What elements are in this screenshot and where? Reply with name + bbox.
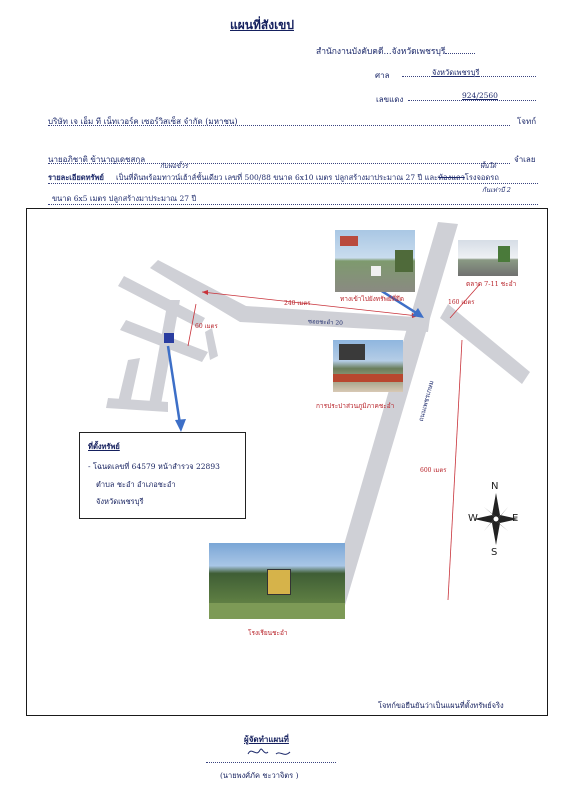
maker-name: (นายพงศ์ภัค ชะวาจิตร ) [220, 771, 299, 780]
signature-icon [246, 744, 296, 760]
property-label: รายละเอียดทรัพย์ [48, 173, 104, 182]
photo-market [458, 240, 518, 276]
photo-entrance [335, 230, 415, 292]
property-line2: ขนาด 6x5 เมตร ปลูกสร้างมาประมาณ 27 ปี [52, 194, 197, 203]
office-name: สำนักงานบังคับคดี...จังหวัดเพชรบุรี [316, 47, 446, 57]
case-value: 924/2560 [462, 91, 498, 100]
certify-text: โจทก์ขอยืนยันว่าเป็นแผนที่ตั้งทรัพย์จริง [378, 701, 504, 710]
property-line1-strike: ห้องแถว [438, 173, 465, 182]
document-title: แผนที่สังเขป [230, 18, 294, 32]
left-road-4 [118, 358, 140, 404]
arrow-location-head [175, 419, 186, 432]
main-road-label: ถนนเพชรเกษม [416, 379, 436, 423]
location-line1: - โฉนดเลขที่ 64579 หน้าสำรวจ 22893 [88, 462, 220, 471]
case-label: เลขแดง [376, 95, 404, 104]
handwritten-note-2: พื้นใต้ [480, 162, 497, 170]
property-marker [164, 333, 174, 343]
plaintiff-role: โจทก์ [517, 117, 537, 126]
caption-waterworks: การประปาส่วนภูมิภาคชะอำ [316, 402, 395, 410]
location-heading: ที่ตั้งทรัพย์ [88, 442, 120, 451]
location-line3: จังหวัดเพชรบุรี [96, 497, 144, 506]
compass-n: N [491, 481, 499, 492]
distance-label-240: 240 เมตร [284, 300, 311, 307]
compass-w: W [468, 513, 478, 524]
location-info-box [79, 432, 246, 519]
handwritten-note-3: กันเท่าบี 2 [482, 186, 511, 194]
handwritten-note-1: กับพ่อขั้วร [160, 162, 188, 170]
distance-line-600 [448, 340, 462, 600]
property-line1-end: โรงจอดรถ [464, 173, 499, 182]
location-line2: ตำบล ชะอำ อำเภอชะอำ [96, 480, 176, 489]
distance-label-600: 600 เมตร [420, 467, 447, 474]
property-line1-text: เป็นที่ดินพร้อมทาวน์เฮ้าส์ชั้นเดียว เลขที่ 500/88 ขนาด 6x10 เมตร ปลูกสร้างมาประมาณ 27 ปี และ [116, 173, 439, 182]
plaintiff-name: บริษัท เจ เอ็ม ที เน็ทเวอร์ค เซอร์วิสเซ็ส จำกัด (มหาชน) [48, 117, 238, 126]
distance-label-60: 60 เมตร [195, 323, 218, 330]
defendant-role: จำเลย [514, 155, 536, 164]
court-label: ศาล [375, 71, 390, 80]
photo-school [209, 543, 345, 619]
compass-s: S [491, 547, 498, 558]
soi-label: ซอยชะอำ 20 [307, 318, 344, 327]
caption-market: ตลาด 7-11 ชะอำ [466, 280, 517, 288]
caption-entrance: ทางเข้าไปยังทรัพย์ที่ยึด [340, 295, 404, 303]
defendant-name: นายอภิชาติ ข้านาญเดชสกุล [48, 155, 146, 164]
photo-waterworks [333, 340, 403, 392]
arrow-location [168, 346, 180, 424]
left-road-6 [205, 328, 218, 360]
branch-road-east [440, 304, 530, 384]
distance-label-160: 160 เมตร [448, 299, 475, 306]
maker-label: ผู้จัดทำแผนที่ [244, 734, 289, 744]
court-value: จังหวัดเพชรบุรี [432, 68, 480, 77]
compass-e: E [512, 513, 519, 524]
signature-line [206, 762, 336, 763]
caption-school: โรงเรียนชะอำ [248, 629, 288, 637]
